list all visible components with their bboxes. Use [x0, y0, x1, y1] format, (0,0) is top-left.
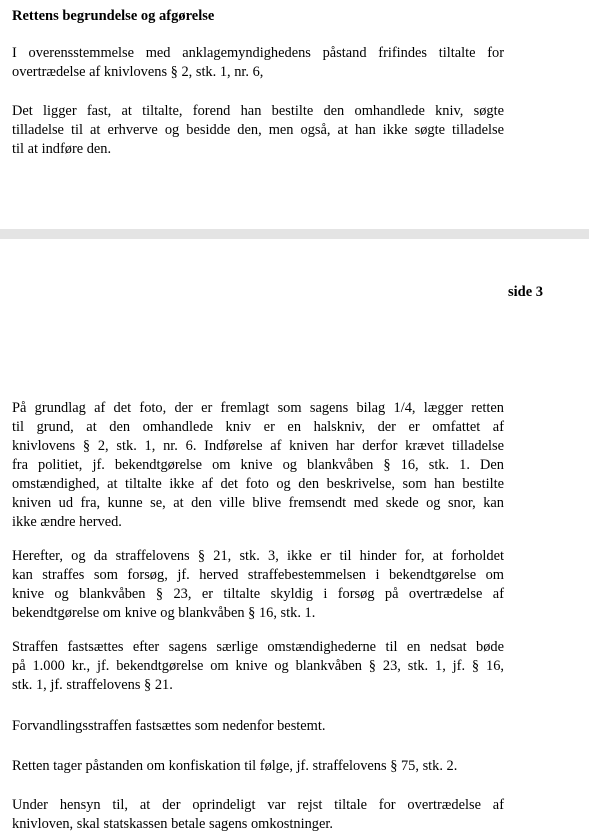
text-line: kan straffes som forsøg, jf. herved straffebestemmelsen i bekendtgørelse om: [12, 567, 504, 583]
text-line: Under hensyn til, at der oprindeligt var rejst tiltale for overtrædelse af: [12, 797, 504, 813]
text-line: tilladelse til at erhverve og besidde den, men også, at han ikke søgte tilladelse: [12, 122, 504, 138]
paragraph-facts: [12, 102, 504, 159]
document-page-1: [0, 0, 589, 229]
text-line: Det ligger fast, at tiltalte, forend han bestilte den omhandlede kniv, søgte: [12, 103, 504, 119]
text-line: på 1.000 kr., jf. bekendtgørelse om knive og blankvåben § 23, stk. 1, jf. § 16,: [12, 658, 504, 674]
section-heading: Rettens begrundelse og afgørelse: [12, 8, 215, 24]
paragraph-costs: [12, 796, 504, 834]
text-line: knivlovens § 2, stk. 1, nr. 6. Indførelse af kniven har derfor krævet tilladelse: [12, 438, 504, 454]
text-line: overtrædelse af knivlovens § 2, stk. 1, nr. 6,: [12, 64, 264, 80]
text-line: knive og blankvåben § 23, er tiltalte skyldig i forsøg på overtrædelse af: [12, 586, 504, 602]
text-line: til grund, at den omhandlede kniv er en halskniv, der er omfattet af: [12, 419, 504, 435]
text-line: bekendtgørelse om knive og blankvåben § 16, stk. 1.: [12, 605, 316, 621]
page-number: side 3: [507, 284, 543, 300]
text-line: Straffen fastsættes efter sagens særlige omstændighederne til en nedsat bøde: [12, 639, 504, 655]
paragraph-attempt: [12, 547, 504, 623]
text-line: I overensstemmelse med anklagemyndighedens påstand frifindes tiltalte for: [12, 45, 504, 61]
text-line: På grundlag af det foto, der er fremlagt som sagens bilag 1/4, lægger retten: [12, 400, 504, 416]
text-line: ikke ændre herved.: [12, 514, 122, 530]
text-line: Herefter, og da straffelovens § 21, stk. 3, ikke er til hinder for, at forholdet: [12, 548, 504, 564]
paragraph-confiscation: [12, 757, 504, 776]
text-line: stk. 1, jf. straffelovens § 21.: [12, 677, 173, 693]
paragraph-acquittal: [12, 44, 504, 82]
text-line: knivloven, skal statskassen betale sagens omkostninger.: [12, 816, 333, 832]
text-line: til at indføre den.: [12, 141, 112, 157]
paragraph-default-penalty: [12, 717, 504, 736]
document-page-2: [0, 239, 589, 838]
text-line: Forvandlingsstraffen fastsættes som nedenfor bestemt.: [12, 718, 326, 734]
paragraph-penalty: [12, 638, 504, 695]
text-line: kniven ud fra, kunne se, at den ville blive fremsendt med skede og snor, kan: [12, 495, 504, 511]
text-line: fra politiet, jf. bekendtgørelse om knive og blankvåben § 16, stk. 1. Den: [12, 457, 504, 473]
paragraph-grounds: [12, 399, 504, 532]
text-line: Retten tager påstanden om konfiskation til følge, jf. straffelovens § 75, stk. 2.: [12, 758, 458, 774]
page-separator: [0, 229, 589, 239]
text-line: omstændighed, at tiltalte ikke af det foto og den beskrivelse, som han bestilte: [12, 476, 504, 492]
